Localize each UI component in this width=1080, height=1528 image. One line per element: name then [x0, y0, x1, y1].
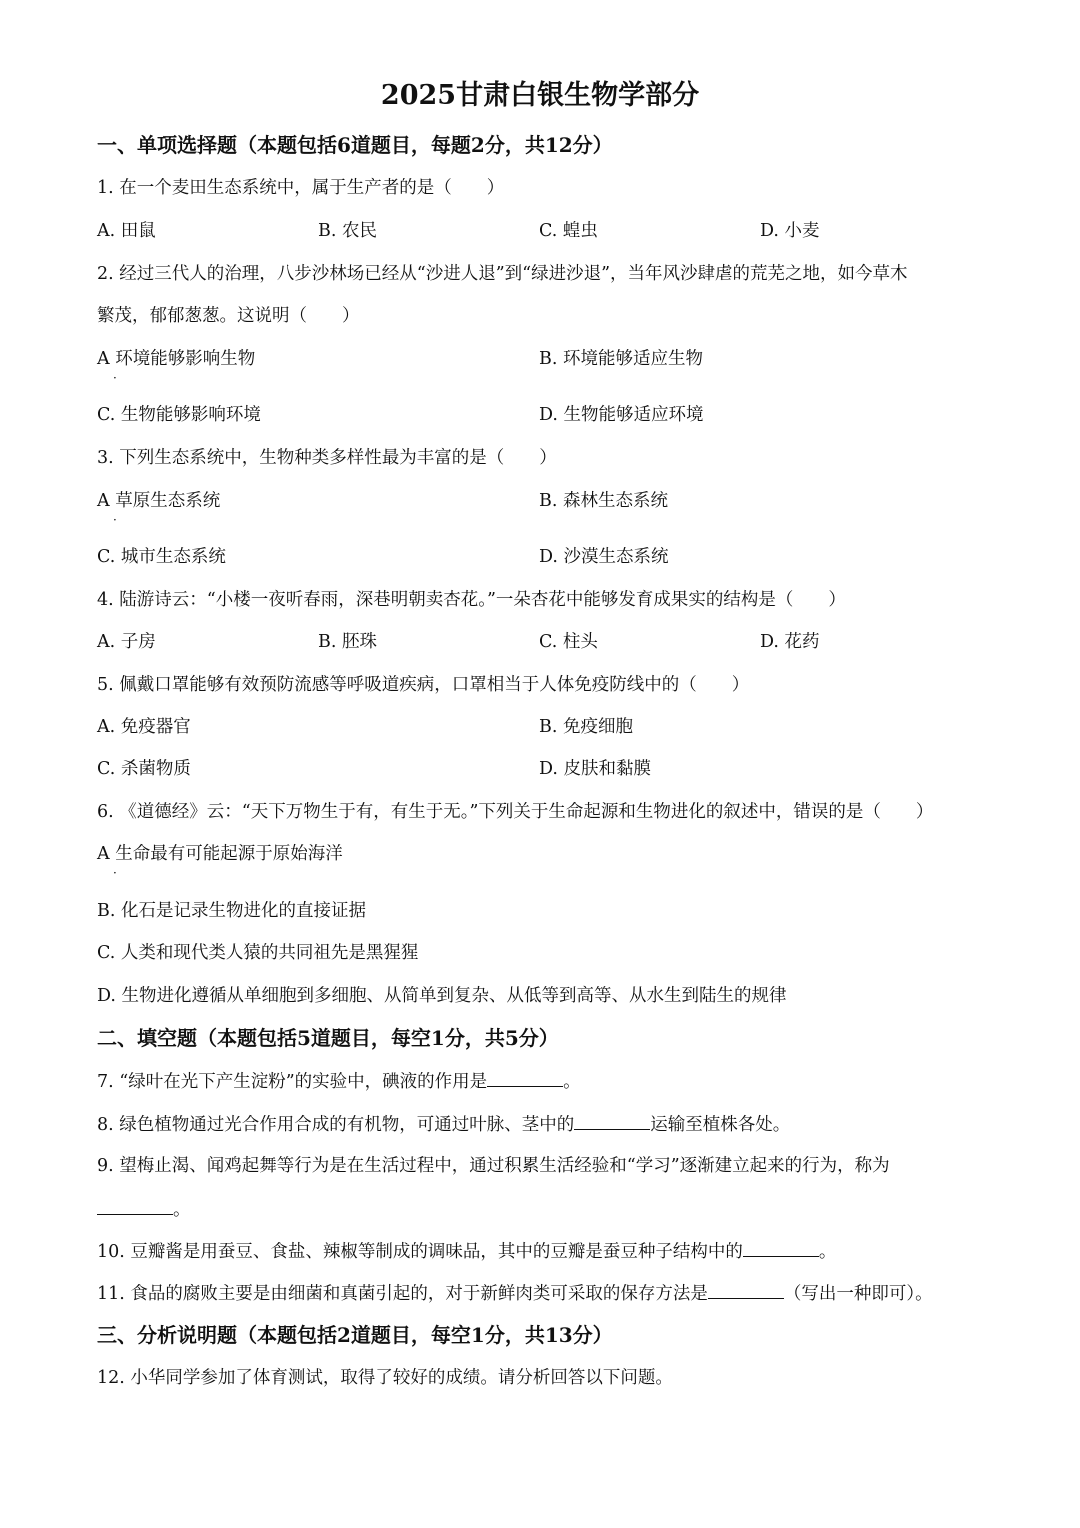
section-heading-3: 三、分析说明题（本题包括2道题目，每空1分，共13分）	[97, 1323, 613, 1347]
question-3-option-a: A 草原生态系统	[97, 491, 221, 511]
question-1-option-c: C. 蝗虫	[539, 221, 598, 241]
question-10	[97, 1238, 836, 1265]
question-5-option-c: C. 杀菌物质	[97, 759, 191, 779]
question-2-option-d: D. 生物能够适应环境	[539, 405, 704, 425]
question-7-end: 。	[563, 1072, 581, 1092]
section-heading-1: 一、单项选择题（本题包括6道题目，每题2分，共12分）	[97, 133, 613, 157]
question-1-option-a: A. 田鼠	[97, 221, 156, 241]
question-6-option-b: B. 化石是记录生物进化的直接证据	[97, 901, 366, 921]
answer-blank	[708, 1280, 784, 1299]
question-10-text: 10. 豆瓣酱是用蚕豆、食盐、辣椒等制成的调味品，其中的豆瓣是蚕豆种子结构中的	[97, 1242, 743, 1262]
question-5-option-d: D. 皮肤和黏膜	[539, 759, 652, 779]
question-11-text: 11. 食品的腐败主要是由细菌和真菌引起的，对于新鲜肉类可采取的保存方法是	[97, 1284, 708, 1304]
question-3-stem: 3. 下列生态系统中，生物种类多样性最为丰富的是（ ）	[97, 448, 557, 468]
question-6-stem: 6. 《道德经》云：“天下万物生于有，有生于无。”下列关于生命起源和生物进化的叙述中，错误的是（ ）	[97, 802, 934, 822]
answer-blank	[743, 1238, 819, 1257]
section-heading-2: 二、填空题（本题包括5道题目，每空1分，共5分）	[97, 1026, 559, 1050]
question-1-option-d: D. 小麦	[760, 221, 820, 241]
question-2-stem-line2: 繁茂，郁郁葱葱。这说明（ ）	[97, 306, 360, 326]
page-title: 2025甘肃白银生物学部分	[380, 80, 700, 111]
question-8	[97, 1111, 790, 1138]
question-5-option-a: A. 免疫器官	[97, 717, 191, 737]
option-dot-mark: ·	[113, 513, 117, 527]
option-dot-mark: ·	[113, 371, 117, 385]
question-5-stem: 5. 佩戴口罩能够有效预防流感等呼吸道疾病，口罩相当于人体免疫防线中的（ ）	[97, 675, 750, 695]
question-1-stem: 1. 在一个麦田生态系统中，属于生产者的是（ ）	[97, 178, 505, 198]
question-4-option-d: D. 花药	[760, 632, 820, 652]
question-6-option-c: C. 人类和现代类人猿的共同祖先是黑猩猩	[97, 943, 419, 963]
question-3-option-b: B. 森林生态系统	[539, 491, 668, 511]
question-8-text: 8. 绿色植物通过光合作用合成的有机物，可通过叶脉、茎中的	[97, 1115, 575, 1135]
answer-blank	[574, 1111, 650, 1130]
question-11	[97, 1280, 933, 1307]
question-10-end: 。	[818, 1242, 837, 1262]
question-8-end: 运输至植株各处。	[650, 1115, 791, 1135]
question-2-option-b: B. 环境能够适应生物	[539, 349, 703, 369]
question-7-text: 7. “绿叶在光下产生淀粉”的实验中，碘液的作用是	[97, 1072, 488, 1092]
question-9-line1: 9. 望梅止渴、闻鸡起舞等行为是在生活过程中，通过积累生活经验和“学习”逐渐建立起来的行为，称为	[97, 1156, 890, 1176]
question-2-option-c: C. 生物能够影响环境	[97, 405, 261, 425]
option-dot-mark: ·	[113, 866, 117, 880]
question-6-option-a: A 生命最有可能起源于原始海洋	[97, 844, 343, 864]
question-9-line2	[97, 1196, 191, 1223]
answer-blank	[97, 1196, 173, 1215]
question-4-option-a: A. 子房	[97, 632, 156, 652]
question-7	[97, 1068, 581, 1095]
question-2-stem-line1: 2. 经过三代人的治理，八步沙林场已经从“沙进人退”到“绿进沙退”，当年风沙肆虐的荒芜之地，如今草木	[97, 264, 908, 284]
answer-blank	[487, 1068, 563, 1087]
question-4-stem: 4. 陆游诗云：“小楼一夜听春雨，深巷明朝卖杏花。”一朵杏花中能够发育成果实的结构是（ ）	[97, 590, 846, 610]
question-5-option-b: B. 免疫细胞	[539, 717, 633, 737]
question-3-option-c: C. 城市生态系统	[97, 547, 226, 567]
question-4-option-c: C. 柱头	[539, 632, 598, 652]
question-6-option-d: D. 生物进化遵循从单细胞到多细胞、从简单到复杂、从低等到高等、从水生到陆生的规律	[97, 986, 787, 1006]
question-11-end: （写出一种即可）。	[783, 1284, 933, 1304]
question-12-stem: 12. 小华同学参加了体育测试，取得了较好的成绩。请分析回答以下问题。	[97, 1368, 673, 1388]
question-4-option-b: B. 胚珠	[318, 632, 377, 652]
question-3-option-d: D. 沙漠生态系统	[539, 547, 669, 567]
question-1-option-b: B. 农民	[318, 221, 377, 241]
question-2-option-a: A 环境能够影响生物	[97, 349, 256, 369]
question-9-end: 。	[173, 1200, 191, 1220]
